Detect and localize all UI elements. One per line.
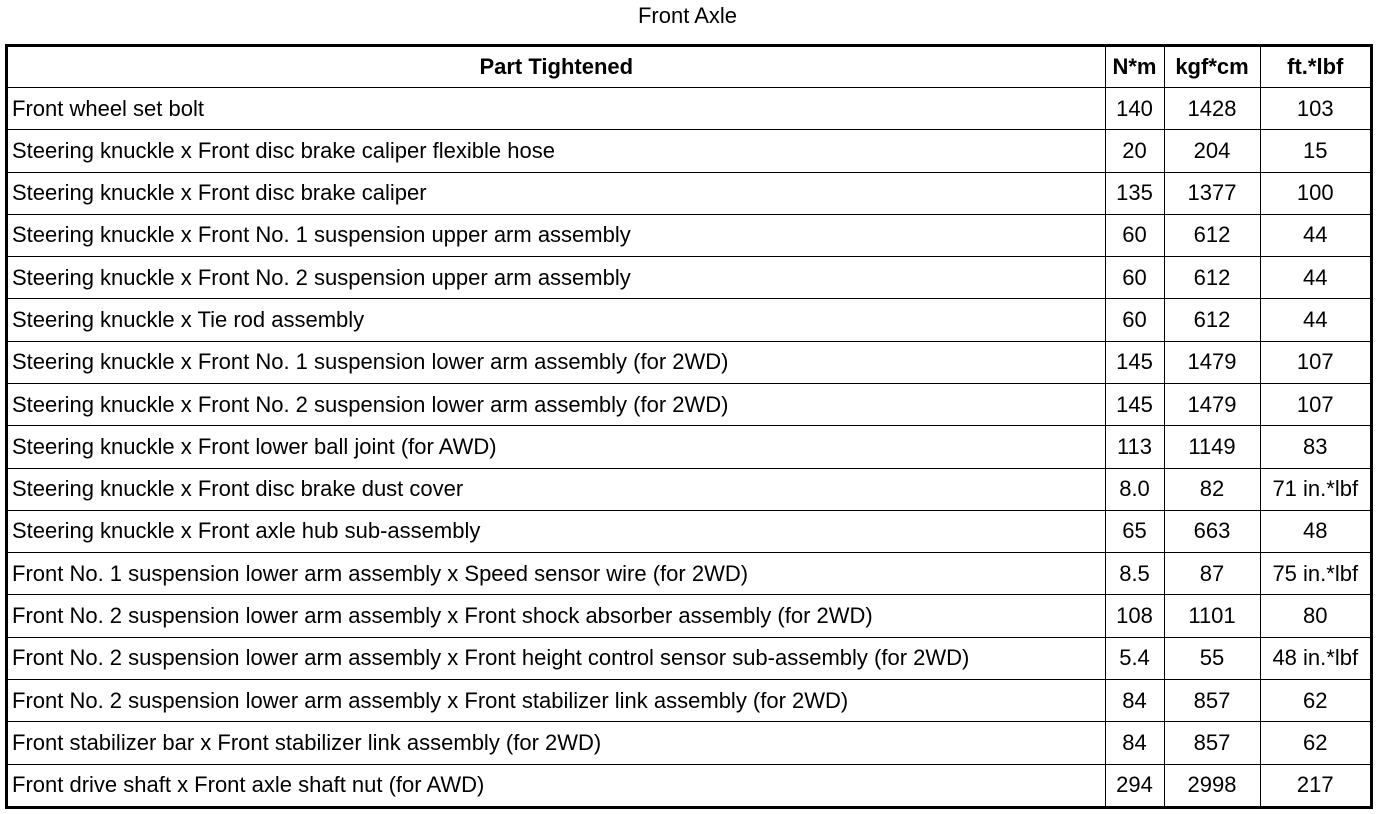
cell-ft-lbf: 75 in.*lbf: [1260, 553, 1370, 595]
cell-kgf-cm: 857: [1164, 722, 1260, 764]
cell-ft-lbf: 48 in.*lbf: [1260, 637, 1370, 679]
table-row: [8, 383, 1370, 425]
table-row: [8, 595, 1370, 637]
cell-ft-lbf: 44: [1260, 214, 1370, 256]
table-row: [8, 214, 1370, 256]
cell-kgf-cm: 857: [1164, 679, 1260, 721]
cell-kgf-cm: 1428: [1164, 88, 1260, 130]
cell-nm: 20: [1105, 130, 1164, 172]
cell-ft-lbf: 48: [1260, 510, 1370, 552]
cell-part-tightened: Steering knuckle x Front disc brake caliper flexible hose: [8, 130, 1105, 172]
table-row: [8, 426, 1370, 468]
cell-kgf-cm: 663: [1164, 510, 1260, 552]
table-row: [8, 637, 1370, 679]
cell-kgf-cm: 612: [1164, 299, 1260, 341]
table-body: [8, 88, 1370, 807]
torque-specification-table: [8, 47, 1370, 806]
cell-nm: 8.5: [1105, 553, 1164, 595]
cell-nm: 145: [1105, 383, 1164, 425]
cell-kgf-cm: 87: [1164, 553, 1260, 595]
cell-kgf-cm: 612: [1164, 214, 1260, 256]
cell-kgf-cm: 612: [1164, 257, 1260, 299]
table-row: [8, 510, 1370, 552]
cell-nm: 60: [1105, 257, 1164, 299]
header-kgf-cm: kgf*cm: [1164, 47, 1260, 88]
cell-kgf-cm: 1479: [1164, 383, 1260, 425]
cell-ft-lbf: 107: [1260, 341, 1370, 383]
table-row: [8, 679, 1370, 721]
cell-nm: 145: [1105, 341, 1164, 383]
cell-ft-lbf: 62: [1260, 679, 1370, 721]
table-row: [8, 299, 1370, 341]
cell-ft-lbf: 217: [1260, 764, 1370, 806]
header-nm: N*m: [1105, 47, 1164, 88]
cell-part-tightened: Steering knuckle x Front disc brake dust cover: [8, 468, 1105, 510]
cell-nm: 140: [1105, 88, 1164, 130]
cell-part-tightened: Front wheel set bolt: [8, 88, 1105, 130]
table-row: [8, 88, 1370, 130]
cell-nm: 65: [1105, 510, 1164, 552]
table-row: [8, 341, 1370, 383]
cell-ft-lbf: 103: [1260, 88, 1370, 130]
table-row: [8, 468, 1370, 510]
cell-part-tightened: Steering knuckle x Front No. 2 suspension upper arm assembly: [8, 257, 1105, 299]
cell-ft-lbf: 100: [1260, 172, 1370, 214]
cell-ft-lbf: 83: [1260, 426, 1370, 468]
cell-part-tightened: Steering knuckle x Front No. 2 suspension lower arm assembly (for 2WD): [8, 383, 1105, 425]
cell-part-tightened: Steering knuckle x Tie rod assembly: [8, 299, 1105, 341]
cell-ft-lbf: 107: [1260, 383, 1370, 425]
cell-part-tightened: Steering knuckle x Front lower ball joint (for AWD): [8, 426, 1105, 468]
cell-part-tightened: Front No. 2 suspension lower arm assembly x Front height control sensor sub-assembly (for 2WD): [8, 637, 1105, 679]
cell-nm: 60: [1105, 214, 1164, 256]
cell-nm: 135: [1105, 172, 1164, 214]
table-row: [8, 172, 1370, 214]
cell-part-tightened: Front No. 2 suspension lower arm assembly x Front shock absorber assembly (for 2WD): [8, 595, 1105, 637]
cell-nm: 84: [1105, 679, 1164, 721]
cell-part-tightened: Front stabilizer bar x Front stabilizer link assembly (for 2WD): [8, 722, 1105, 764]
table-row: [8, 722, 1370, 764]
table-header-row: [8, 47, 1370, 88]
cell-kgf-cm: 55: [1164, 637, 1260, 679]
cell-kgf-cm: 204: [1164, 130, 1260, 172]
cell-part-tightened: Steering knuckle x Front axle hub sub-assembly: [8, 510, 1105, 552]
table-row: [8, 257, 1370, 299]
torque-table-container: [5, 44, 1373, 809]
cell-part-tightened: Front drive shaft x Front axle shaft nut (for AWD): [8, 764, 1105, 806]
cell-nm: 60: [1105, 299, 1164, 341]
cell-ft-lbf: 44: [1260, 299, 1370, 341]
cell-ft-lbf: 44: [1260, 257, 1370, 299]
table-row: [8, 764, 1370, 806]
cell-nm: 84: [1105, 722, 1164, 764]
cell-ft-lbf: 62: [1260, 722, 1370, 764]
cell-part-tightened: Steering knuckle x Front disc brake caliper: [8, 172, 1105, 214]
cell-part-tightened: Steering knuckle x Front No. 1 suspension lower arm assembly (for 2WD): [8, 341, 1105, 383]
cell-kgf-cm: 1377: [1164, 172, 1260, 214]
table-row: [8, 553, 1370, 595]
cell-kgf-cm: 1101: [1164, 595, 1260, 637]
cell-nm: 5.4: [1105, 637, 1164, 679]
cell-part-tightened: Front No. 2 suspension lower arm assembly x Front stabilizer link assembly (for 2WD): [8, 679, 1105, 721]
cell-part-tightened: Steering knuckle x Front No. 1 suspension upper arm assembly: [8, 214, 1105, 256]
cell-kgf-cm: 2998: [1164, 764, 1260, 806]
cell-kgf-cm: 82: [1164, 468, 1260, 510]
header-ft-lbf: ft.*lbf: [1260, 47, 1370, 88]
cell-nm: 294: [1105, 764, 1164, 806]
cell-kgf-cm: 1479: [1164, 341, 1260, 383]
table-row: [8, 130, 1370, 172]
cell-nm: 108: [1105, 595, 1164, 637]
page-title: Front Axle: [637, 3, 738, 28]
cell-ft-lbf: 71 in.*lbf: [1260, 468, 1370, 510]
cell-ft-lbf: 80: [1260, 595, 1370, 637]
cell-nm: 113: [1105, 426, 1164, 468]
cell-kgf-cm: 1149: [1164, 426, 1260, 468]
cell-nm: 8.0: [1105, 468, 1164, 510]
header-part-tightened: Part Tightened: [8, 47, 1105, 88]
cell-part-tightened: Front No. 1 suspension lower arm assembly x Speed sensor wire (for 2WD): [8, 553, 1105, 595]
cell-ft-lbf: 15: [1260, 130, 1370, 172]
